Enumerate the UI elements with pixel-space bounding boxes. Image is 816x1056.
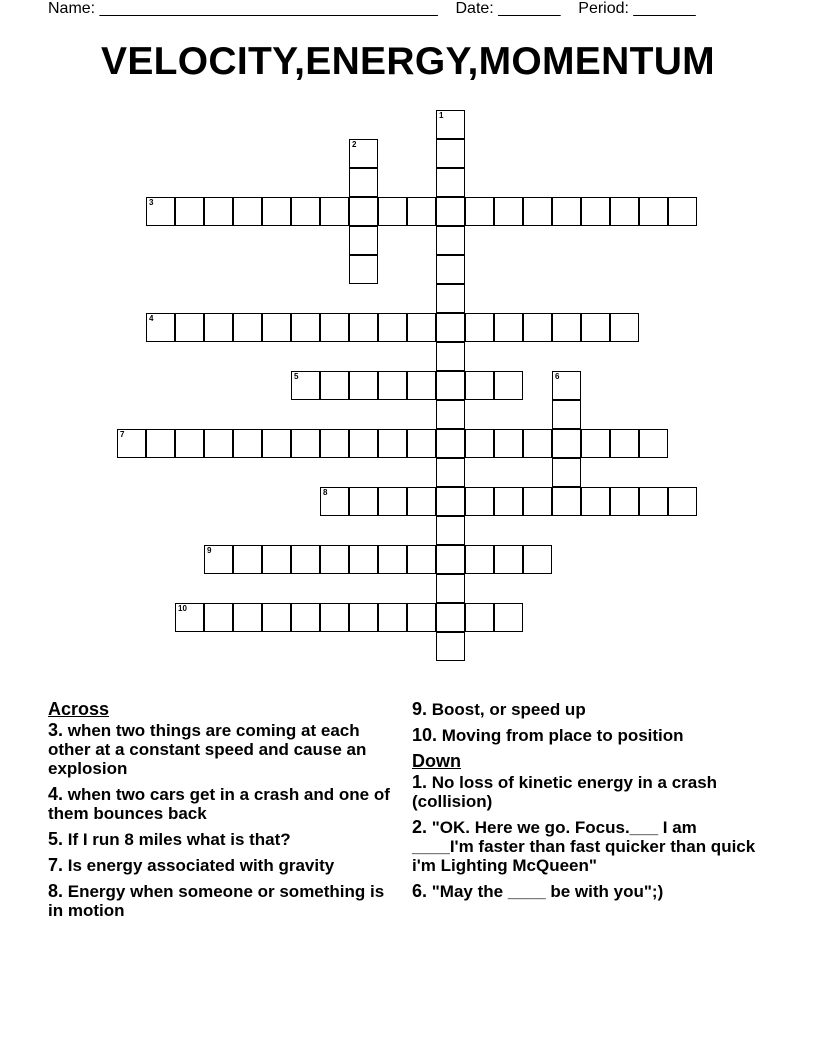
clues-column-left: [48, 700, 403, 927]
grid-cell[interactable]: [436, 632, 465, 661]
name-blank[interactable]: ______________________________________: [99, 0, 438, 17]
grid-cell[interactable]: [262, 197, 291, 226]
grid-cell[interactable]: [639, 429, 668, 458]
grid-cell[interactable]: [349, 226, 378, 255]
clue-across-3: [48, 721, 403, 778]
date-blank[interactable]: _______: [498, 0, 561, 17]
grid-cell[interactable]: [117, 429, 146, 458]
grid-cell[interactable]: [233, 545, 262, 574]
grid-cell[interactable]: [349, 313, 378, 342]
grid-cell[interactable]: [436, 371, 465, 400]
grid-cell[interactable]: [349, 603, 378, 632]
clue-text: "OK. Here we go. Focus.___ I am ____I'm faster than fast quicker than quick i'm Lighting McQueen": [412, 818, 756, 875]
grid-cell[interactable]: [465, 487, 494, 516]
clue-number-label: 8: [323, 488, 328, 497]
grid-cell[interactable]: [523, 545, 552, 574]
grid-cell[interactable]: [552, 197, 581, 226]
grid-cell[interactable]: [465, 545, 494, 574]
grid-cell[interactable]: [436, 487, 465, 516]
grid-cell[interactable]: [436, 168, 465, 197]
across-heading: Across: [48, 699, 110, 719]
down-heading: Down: [412, 751, 461, 771]
grid-cell[interactable]: [291, 429, 320, 458]
clue-text: No loss of kinetic energy in a crash (collision): [412, 773, 718, 811]
grid-cell[interactable]: [378, 429, 407, 458]
grid-cell[interactable]: [552, 487, 581, 516]
grid-cell[interactable]: [320, 545, 349, 574]
grid-cell[interactable]: [436, 545, 465, 574]
clue-across-10: [412, 726, 757, 745]
clue-number-label: 2: [352, 140, 357, 149]
grid-cell[interactable]: [320, 603, 349, 632]
grid-cell[interactable]: [436, 458, 465, 487]
grid-cell[interactable]: [436, 313, 465, 342]
grid-cell[interactable]: [465, 603, 494, 632]
clue-number-label: 7: [120, 430, 125, 439]
grid-cell[interactable]: [320, 371, 349, 400]
grid-cell[interactable]: [233, 197, 262, 226]
clue-number: 2.: [412, 817, 428, 837]
grid-cell[interactable]: [581, 487, 610, 516]
clue-number: 3.: [48, 720, 64, 740]
grid-cell[interactable]: [291, 371, 320, 400]
clue-across-8: [48, 882, 403, 920]
clue-text: If I run 8 miles what is that?: [67, 830, 291, 849]
grid-cell[interactable]: [436, 110, 465, 139]
grid-cell[interactable]: [523, 197, 552, 226]
clue-across-9: [412, 700, 757, 719]
grid-cell[interactable]: [407, 429, 436, 458]
grid-cell[interactable]: [349, 371, 378, 400]
grid-cell[interactable]: [552, 458, 581, 487]
grid-cell[interactable]: [436, 429, 465, 458]
clue-across-4: [48, 785, 403, 823]
clue-down-1: [412, 773, 757, 811]
grid-cell[interactable]: [639, 197, 668, 226]
grid-cell[interactable]: [349, 429, 378, 458]
clue-down-2: [412, 818, 757, 875]
period-label: Period:: [578, 0, 634, 17]
grid-cell[interactable]: [610, 197, 639, 226]
grid-cell[interactable]: [349, 545, 378, 574]
clue-number-label: 5: [294, 372, 299, 381]
grid-cell[interactable]: [465, 313, 494, 342]
grid-cell[interactable]: [610, 313, 639, 342]
grid-cell[interactable]: [349, 139, 378, 168]
grid-cell[interactable]: [320, 487, 349, 516]
grid-cell[interactable]: [175, 603, 204, 632]
page-title: VELOCITY,ENERGY,MOMENTUM: [101, 40, 715, 83]
grid-cell[interactable]: [407, 487, 436, 516]
grid-cell[interactable]: [349, 168, 378, 197]
clue-number: 6.: [412, 881, 428, 901]
grid-cell[interactable]: [436, 226, 465, 255]
grid-cell[interactable]: [349, 487, 378, 516]
grid-cell[interactable]: [262, 429, 291, 458]
grid-cell[interactable]: [465, 197, 494, 226]
grid-cell[interactable]: [204, 545, 233, 574]
clue-text: Boost, or speed up: [431, 700, 586, 719]
grid-cell[interactable]: [378, 197, 407, 226]
clue-number: 9.: [412, 699, 428, 719]
grid-cell[interactable]: [581, 197, 610, 226]
clue-text: Moving from place to position: [441, 726, 684, 745]
grid-cell[interactable]: [639, 487, 668, 516]
grid-cell[interactable]: [581, 429, 610, 458]
grid-cell[interactable]: [494, 603, 523, 632]
clue-number: 1.: [412, 772, 428, 792]
grid-cell[interactable]: [407, 545, 436, 574]
clue-number: 8.: [48, 881, 64, 901]
grid-cell[interactable]: [146, 197, 175, 226]
grid-cell[interactable]: [494, 429, 523, 458]
grid-cell[interactable]: [378, 371, 407, 400]
grid-cell[interactable]: [436, 603, 465, 632]
clues-column-right: [412, 700, 757, 908]
clue-number-label: 6: [555, 372, 560, 381]
grid-cell[interactable]: [436, 284, 465, 313]
grid-cell[interactable]: [291, 603, 320, 632]
grid-cell[interactable]: [291, 313, 320, 342]
clue-number-label: 4: [149, 314, 154, 323]
grid-cell[interactable]: [552, 400, 581, 429]
grid-cell[interactable]: [320, 197, 349, 226]
clue-number-label: 10: [178, 604, 187, 613]
name-label: Name:: [48, 0, 100, 17]
grid-cell[interactable]: [320, 429, 349, 458]
clue-number-label: 3: [149, 198, 154, 207]
clue-text: "May the ____ be with you";): [431, 882, 664, 901]
grid-cell[interactable]: [349, 255, 378, 284]
grid-cell[interactable]: [291, 197, 320, 226]
grid-cell[interactable]: [494, 371, 523, 400]
grid-cell[interactable]: [204, 603, 233, 632]
clue-number: 5.: [48, 829, 64, 849]
grid-cell[interactable]: [552, 371, 581, 400]
clue-text: when two things are coming at each other at a constant speed and cause an explosion: [48, 721, 367, 778]
grid-cell[interactable]: [436, 342, 465, 371]
grid-cell[interactable]: [378, 487, 407, 516]
grid-cell[interactable]: [204, 429, 233, 458]
grid-cell[interactable]: [436, 255, 465, 284]
clue-number: 7.: [48, 855, 64, 875]
grid-cell[interactable]: [494, 197, 523, 226]
grid-cell[interactable]: [407, 371, 436, 400]
grid-cell[interactable]: [465, 429, 494, 458]
clue-across-7: [48, 856, 403, 875]
grid-cell[interactable]: [262, 603, 291, 632]
grid-cell[interactable]: [494, 313, 523, 342]
clue-number-label: 9: [207, 546, 212, 555]
grid-cell[interactable]: [262, 313, 291, 342]
grid-cell[interactable]: [581, 313, 610, 342]
grid-cell[interactable]: [436, 574, 465, 603]
clue-number: 10.: [412, 725, 438, 745]
grid-cell[interactable]: [668, 197, 697, 226]
grid-cell[interactable]: [523, 313, 552, 342]
grid-cell[interactable]: [204, 313, 233, 342]
clue-text: Energy when someone or something is in motion: [48, 882, 385, 920]
grid-cell[interactable]: [146, 429, 175, 458]
grid-cell[interactable]: [233, 603, 262, 632]
clue-text: Is energy associated with gravity: [67, 856, 335, 875]
grid-cell[interactable]: [436, 139, 465, 168]
grid-cell[interactable]: [610, 487, 639, 516]
grid-cell[interactable]: [668, 487, 697, 516]
grid-cell[interactable]: [233, 429, 262, 458]
clue-text: when two cars get in a crash and one of them bounces back: [48, 785, 390, 823]
grid-cell[interactable]: [465, 371, 494, 400]
grid-cell[interactable]: [291, 545, 320, 574]
grid-cell[interactable]: [262, 545, 291, 574]
grid-cell[interactable]: [407, 603, 436, 632]
grid-cell[interactable]: [436, 400, 465, 429]
grid-cell[interactable]: [552, 313, 581, 342]
grid-cell[interactable]: [523, 429, 552, 458]
grid-cell[interactable]: [523, 487, 552, 516]
grid-cell[interactable]: [494, 487, 523, 516]
grid-cell[interactable]: [175, 313, 204, 342]
grid-cell[interactable]: [233, 313, 262, 342]
clue-down-6: [412, 882, 757, 901]
grid-cell[interactable]: [407, 313, 436, 342]
grid-cell[interactable]: [378, 313, 407, 342]
clue-number: 4.: [48, 784, 64, 804]
grid-cell[interactable]: [175, 197, 204, 226]
grid-cell[interactable]: [552, 429, 581, 458]
grid-cell[interactable]: [436, 516, 465, 545]
clue-number-label: 1: [439, 111, 444, 120]
grid-cell[interactable]: [610, 429, 639, 458]
grid-cell[interactable]: [320, 313, 349, 342]
grid-cell[interactable]: [436, 197, 465, 226]
grid-cell[interactable]: [378, 545, 407, 574]
grid-cell[interactable]: [204, 197, 233, 226]
grid-cell[interactable]: [407, 197, 436, 226]
grid-cell[interactable]: [349, 197, 378, 226]
date-label: Date:: [455, 0, 499, 17]
grid-cell[interactable]: [146, 313, 175, 342]
clue-across-5: [48, 830, 403, 849]
grid-cell[interactable]: [175, 429, 204, 458]
period-blank[interactable]: _______: [633, 0, 696, 17]
grid-cell[interactable]: [378, 603, 407, 632]
grid-cell[interactable]: [494, 545, 523, 574]
